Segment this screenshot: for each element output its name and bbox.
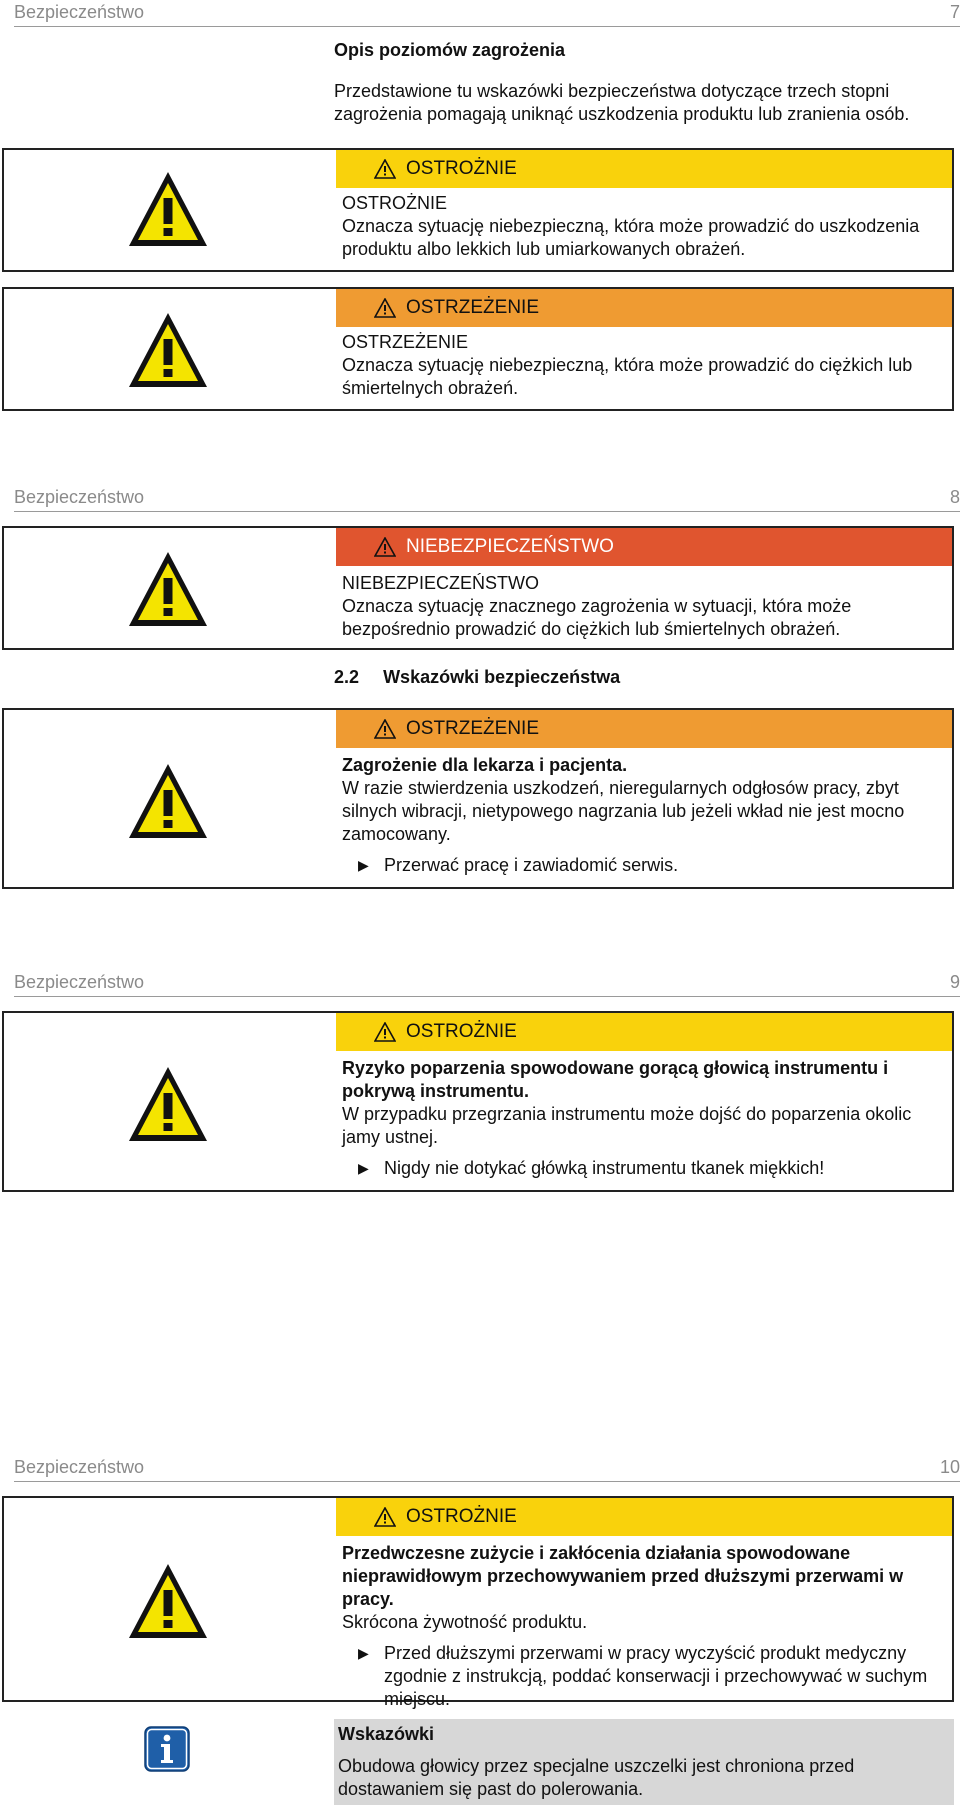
section-name: Bezpieczeństwo	[14, 972, 145, 992]
signal-band	[336, 1013, 952, 1051]
warning-notice	[2, 287, 954, 411]
notice-content	[342, 1057, 940, 1180]
signal-band	[336, 150, 952, 188]
warning-triangle-icon	[126, 1560, 210, 1644]
warning-triangle-icon	[126, 1063, 210, 1147]
warning-notice	[2, 708, 954, 889]
notice-content	[342, 331, 940, 400]
warning-triangle-icon	[126, 760, 210, 844]
notice-text: Oznacza sytuację niebezpieczną, która może prowadzić do uszkodzenia produktu albo lekkich lub umiarkowanych obrażeń.	[342, 216, 920, 259]
small-warning-icon	[374, 1507, 396, 1527]
notice-heading: OSTROŻNIE	[342, 193, 448, 213]
notice-text: W razie stwierdzenia uszkodzeń, nieregularnych odgłosów pracy, zbyt silnych wibracji, nietypowego nagrzania lub jeżeli wkład nie jest mocno zamocowany.	[342, 778, 905, 844]
info-icon	[144, 1726, 190, 1772]
signal-band	[336, 528, 952, 566]
page-header	[14, 0, 960, 27]
notice-content	[342, 572, 940, 641]
action-step	[342, 1157, 940, 1180]
signal-word: OSTROŻNIE	[406, 1021, 517, 1042]
page-number: 9	[949, 972, 960, 992]
notice-heading: Przedwczesne zużycie i zakłócenia działania spowodowane nieprawidłowym przechowywaniem przed dłuższymi przerwami w pracy.	[342, 1543, 904, 1609]
notice-content	[342, 192, 940, 261]
step-text: Przerwać pracę i zawiadomić serwis.	[384, 855, 679, 875]
section-name: Bezpieczeństwo	[14, 2, 145, 22]
intro-text: Przedstawione tu wskazówki bezpieczeństwa dotyczące trzech stopni zagrożenia pomagają uniknąć uszkodzenia produktu lub zranienia osób.	[334, 81, 910, 124]
info-note	[334, 1719, 954, 1805]
page-number: 10	[939, 1457, 960, 1477]
small-warning-icon	[374, 719, 396, 739]
signal-word: OSTRZEŻENIE	[406, 297, 540, 318]
signal-word: OSTROŻNIE	[406, 158, 517, 179]
caution-notice	[2, 1011, 954, 1192]
caution-notice	[2, 148, 954, 272]
notice-content	[342, 1542, 940, 1711]
warning-triangle-icon	[126, 548, 210, 632]
step-text: Przed dłuższymi przerwami w pracy wyczyścić produkt medyczny zgodnie z instrukcją, poddać konserwacji i przechowywać w suchym miejscu.	[384, 1643, 928, 1709]
page-number: 7	[949, 2, 960, 22]
arrow-right-icon: ▶	[358, 857, 369, 873]
signal-word: OSTRZEŻENIE	[406, 718, 540, 739]
small-warning-icon	[374, 537, 396, 557]
step-text: Nigdy nie dotykać główką instrumentu tkanek miękkich!	[384, 1158, 825, 1178]
notice-heading: Zagrożenie dla lekarza i pacjenta.	[342, 755, 628, 775]
notice-text: Oznacza sytuację znacznego zagrożenia w sytuacji, która może bezpośrednio prowadzić do ciężkich lub śmiertelnych obrażeń.	[342, 596, 852, 639]
page-header	[14, 970, 960, 997]
notice-heading: Ryzyko poparzenia spowodowane gorącą głowicą instrumentu i pokrywą instrumentu.	[342, 1058, 889, 1101]
notice-text: Skrócona żywotność produktu.	[342, 1612, 588, 1632]
section-name: Bezpieczeństwo	[14, 487, 145, 507]
section-name: Bezpieczeństwo	[14, 1457, 145, 1477]
danger-notice	[2, 526, 954, 650]
section-number: 2.2	[334, 667, 360, 687]
section-heading	[334, 667, 620, 688]
signal-band	[336, 1498, 952, 1536]
section-title: Opis poziomów zagrożenia	[334, 40, 566, 60]
notice-content	[342, 754, 940, 877]
small-warning-icon	[374, 1022, 396, 1042]
arrow-right-icon: ▶	[358, 1645, 369, 1661]
notice-text: W przypadku przegrzania instrumentu może dojść do poparzenia okolic jamy ustnej.	[342, 1104, 912, 1147]
notice-heading: NIEBEZPIECZEŃSTWO	[342, 573, 540, 593]
page-header	[14, 485, 960, 512]
info-heading: Wskazówki	[338, 1724, 435, 1744]
signal-word: NIEBEZPIECZEŃSTWO	[406, 536, 614, 557]
warning-triangle-icon	[126, 168, 210, 252]
notice-heading: OSTRZEŻENIE	[342, 332, 469, 352]
signal-band	[336, 710, 952, 748]
notice-text: Oznacza sytuację niebezpieczną, która może prowadzić do ciężkich lub śmiertelnych obrażeń.	[342, 355, 913, 398]
warning-triangle-icon	[126, 309, 210, 393]
small-warning-icon	[374, 159, 396, 179]
signal-band	[336, 289, 952, 327]
page-number: 8	[949, 487, 960, 507]
small-warning-icon	[374, 298, 396, 318]
signal-word: OSTROŻNIE	[406, 1506, 517, 1527]
info-text: Obudowa głowicy przez specjalne uszczelki jest chroniona przed dostawaniem się past do polerowania.	[338, 1756, 855, 1799]
arrow-right-icon: ▶	[358, 1160, 369, 1176]
action-step	[342, 854, 940, 877]
page-header	[14, 1455, 960, 1482]
action-step	[342, 1642, 940, 1711]
section-heading-text: Wskazówki bezpieczeństwa	[383, 667, 621, 687]
caution-notice	[2, 1496, 954, 1709]
